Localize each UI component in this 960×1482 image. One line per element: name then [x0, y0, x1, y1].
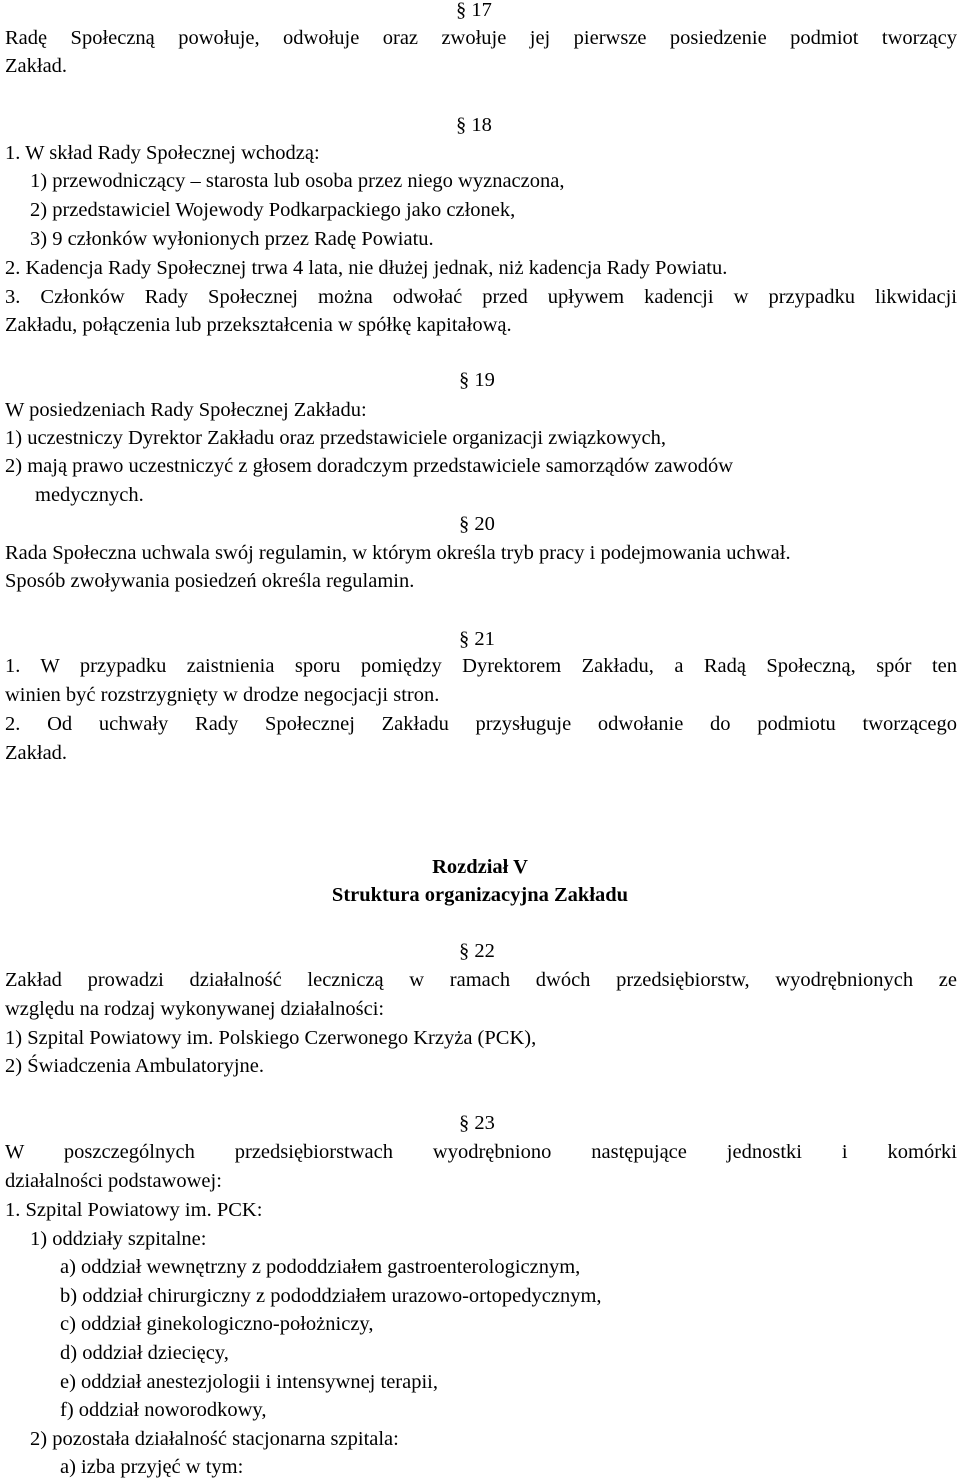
section-20-heading: § 20: [459, 513, 495, 535]
section-21-point-2-line-1: 2. Od uchwały Rady Społecznej Zakładu przysługuje odwołanie do podmiotu tworzącego: [5, 713, 957, 735]
section-19-heading: § 19: [459, 369, 495, 391]
section-17-text-line-2: Zakład.: [5, 55, 68, 77]
section-20-text-line-1: Rada Społeczna uchwala swój regulamin, w którym określa tryb pracy i podejmowania uchwał.: [5, 542, 791, 564]
section-21-point-1-line-2: winien być rozstrzygnięty w drodze negocjacji stron.: [5, 684, 440, 706]
section-18-heading: § 18: [456, 114, 492, 136]
section-22-item-2: 2) Świadczenia Ambulatoryjne.: [5, 1055, 265, 1077]
section-19-intro: W posiedzeniach Rady Społecznej Zakładu:: [5, 399, 367, 421]
section-23-point-1: 1. Szpital Powiatowy im. PCK:: [5, 1199, 263, 1221]
section-23-other-stationary-heading: 2) pozostała działalność stacjonarna szpitala:: [30, 1428, 399, 1450]
section-23-ward-c: c) oddział ginekologiczno-położniczy,: [60, 1313, 374, 1335]
section-23-hospital-wards-heading: 1) oddziały szpitalne:: [30, 1228, 207, 1250]
section-18-point-2: 2. Kadencja Rady Społecznej trwa 4 lata, nie dłużej jednak, niż kadencja Rady Powiatu.: [5, 257, 728, 279]
section-23-ward-b: b) oddział chirurgiczny z pododdziałem urazowo-ortopedycznym,: [60, 1285, 602, 1307]
section-19-item-2: 2) mają prawo uczestniczyć z głosem doradczym przedstawiciele samorządów zawodów: [5, 455, 734, 477]
section-18-point-1: 1. W skład Rady Społecznej wchodzą:: [5, 142, 320, 164]
section-18-member-3: 3) 9 członków wyłonionych przez Radę Powiatu.: [30, 228, 434, 250]
section-23-ward-e: e) oddział anestezjologii i intensywnej terapii,: [60, 1371, 438, 1393]
section-17-text-line-1: Radę Społeczną powołuje, odwołuje oraz zwołuje jej pierwsze posiedzenie podmiot tworzący: [5, 27, 957, 49]
section-18-member-2: 2) przedstawiciel Wojewody Podkarpackiego jako członek,: [30, 199, 516, 221]
section-23-heading: § 23: [459, 1112, 495, 1134]
section-19-item-2-continued: medycznych.: [35, 484, 144, 506]
section-18-point-3-line-2: Zakładu, połączenia lub przekształcenia w spółkę kapitałową.: [5, 314, 512, 336]
section-22-text-line-1: Zakład prowadzi działalność leczniczą w ramach dwóch przedsiębiorstw, wyodrębnionych ze: [5, 969, 957, 991]
chapter-number: Rozdział V: [432, 856, 528, 878]
section-23-ward-f: f) oddział noworodkowy,: [60, 1399, 267, 1421]
section-17-heading: § 17: [456, 0, 492, 21]
section-18-point-3-line-1: 3. Członków Rady Społecznej można odwołać przed upływem kadencji w przypadku likwidacji: [5, 286, 957, 308]
section-20-text-line-2: Sposób zwoływania posiedzeń określa regulamin.: [5, 570, 415, 592]
section-23-ward-a: a) oddział wewnętrzny z pododdziałem gastroenterologicznym,: [60, 1256, 581, 1278]
section-22-item-1: 1) Szpital Powiatowy im. Polskiego Czerwonego Krzyża (PCK),: [5, 1027, 537, 1049]
section-21-point-2-line-2: Zakład.: [5, 742, 68, 764]
section-23-admission-room: a) izba przyjęć w tym:: [60, 1456, 244, 1478]
section-22-heading: § 22: [459, 940, 495, 962]
section-21-heading: § 21: [459, 628, 495, 650]
section-23-text-line-1: W poszczególnych przedsiębiorstwach wyodrębniono następujące jednostki i komórki: [5, 1141, 957, 1163]
section-22-text-line-2: względu na rodzaj wykonywanej działalności:: [5, 998, 385, 1020]
section-21-point-1-line-1: 1. W przypadku zaistnienia sporu pomiędzy Dyrektorem Zakładu, a Radą Społeczną, spór ten: [5, 655, 957, 677]
section-23-text-line-2: działalności podstawowej:: [5, 1170, 222, 1192]
section-18-member-1: 1) przewodniczący – starosta lub osoba przez niego wyznaczona,: [30, 170, 565, 192]
section-23-ward-d: d) oddział dziecięcy,: [60, 1342, 229, 1364]
chapter-title: Struktura organizacyjna Zakładu: [331, 884, 629, 906]
section-19-item-1: 1) uczestniczy Dyrektor Zakładu oraz przedstawiciele organizacji związkowych,: [5, 427, 667, 449]
